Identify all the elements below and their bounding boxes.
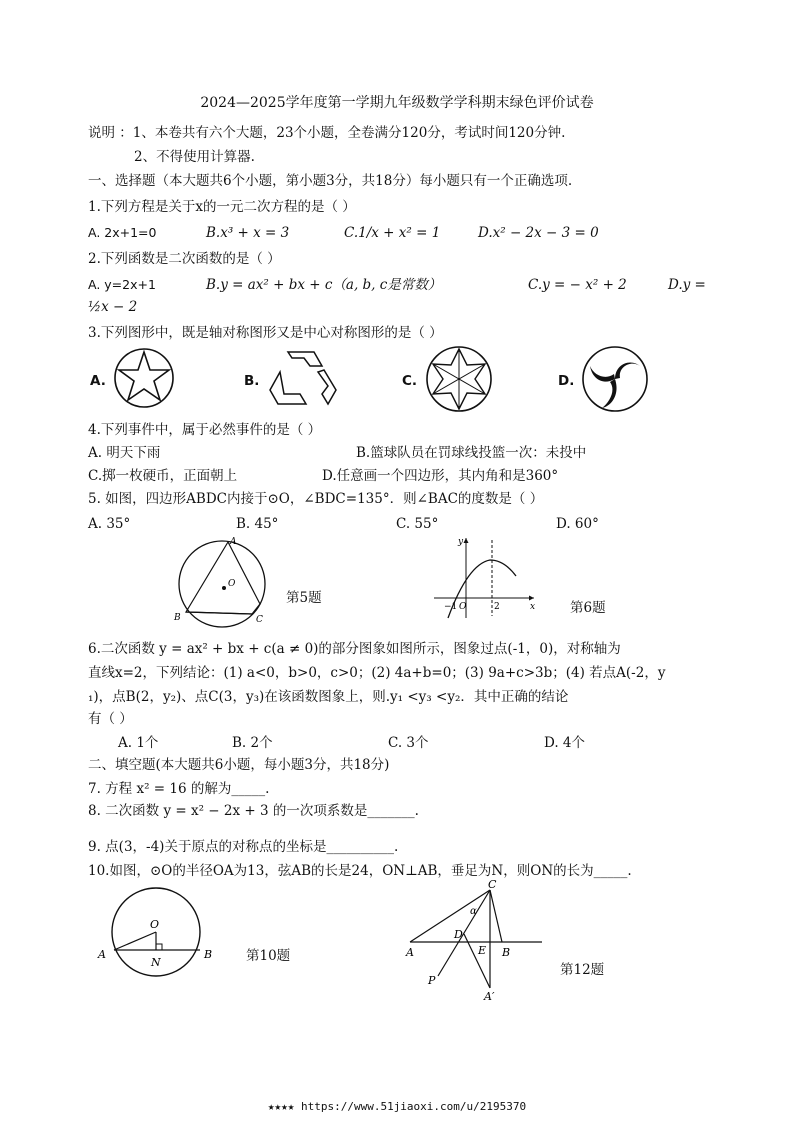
note-2: 2、不得使用计算器. — [134, 149, 255, 165]
q1-option-b: B.x³ + x = 3 — [206, 225, 290, 241]
q2-option-d: D.y = — [668, 277, 706, 293]
fig10-label-o: O — [150, 918, 160, 931]
q1-option-c: C.1/x + x² = 1 — [344, 225, 441, 241]
q2-option-a: A. y=2x+1 — [88, 277, 156, 292]
q2-option-b: B.y = ax² + bx + c（a, b, c是常数） — [206, 277, 442, 293]
q1-stem: 1.下列方程是关于x的一元二次方程的是（ ） — [88, 199, 356, 215]
q1-option-a: A. 2x+1=0 — [88, 225, 157, 240]
q6-figure — [430, 534, 540, 620]
q2-option-c: C.y = − x² + 2 — [528, 277, 627, 293]
q3-label-a: A. — [90, 373, 106, 389]
q6-label-o: O — [459, 602, 467, 612]
q5-label-o: O — [228, 579, 236, 589]
q4-stem: 4.下列事件中，属于必然事件的是（ ） — [88, 422, 322, 438]
q4-option-c: C.掷一枚硬币，正面朝上 — [88, 468, 238, 484]
q6-line-2: 直线x=2，下列结论：(1) a<0，b>0，c>0；(2) 4a+b=0；(3) 9a+c>3b；(4) 若点A(-2，y — [88, 665, 666, 681]
q3-figure-d — [580, 344, 650, 414]
exam-title: 2024—2025学年度第一学期九年级数学学科期末绿色评价试卷 — [200, 95, 594, 111]
q6-label-y: y — [458, 537, 464, 547]
q5-label-c: C — [256, 615, 263, 625]
q5-figure — [168, 534, 278, 628]
q10: 10.如图，⊙O的半径OA为13，弦AB的长是24，ON⊥AB，垂足为N，则ON的长为_____. — [88, 863, 632, 879]
section-1-heading: 一、选择题（本大题共6个小题，第小题3分，共18分）每小题只有一个正确选项. — [88, 173, 573, 189]
q3-label-c: C. — [402, 373, 418, 389]
q6-option-d: D. 4个 — [544, 735, 586, 751]
fig12-label-a: A — [406, 946, 414, 959]
q6-label-minus1: −1 — [444, 602, 458, 612]
fig12-label-e: E — [478, 944, 487, 957]
fig10-label-n: N — [151, 956, 161, 969]
q6-option-c: C. 3个 — [388, 735, 429, 751]
fig12-label-a-prime: A′ — [484, 990, 495, 1003]
q6-figure-caption: 第6题 — [570, 600, 606, 616]
fig12-label-b: B — [502, 946, 511, 959]
q3-figure-a — [112, 346, 176, 410]
q6-label-x: x — [530, 602, 536, 612]
q5-label-a: A — [230, 537, 237, 547]
q2-stem: 2.下列函数是二次函数的是（ ） — [88, 251, 281, 267]
q5-option-b: B. 45° — [236, 516, 279, 532]
section-2-heading: 二、填空题(本大题共6小题，每小题3分，共18分) — [88, 757, 390, 773]
q6-line-1: 6.二次函数 y = ax² + bx + c(a ≠ 0)的部分图象如图所示，图象过点(-1，0)，对称轴为 — [88, 641, 621, 657]
q4-option-d: D.任意画一个四边形，其内角和是360° — [322, 468, 559, 484]
fig10-label-b: B — [204, 948, 213, 961]
fig10 — [96, 886, 222, 980]
q6-line-4: 有（ ） — [88, 711, 133, 727]
q5-option-a: A. 35° — [88, 516, 131, 532]
q5-option-d: D. 60° — [556, 516, 599, 532]
fig12-label-d: D — [454, 928, 463, 941]
q5-figure-caption: 第5题 — [286, 590, 322, 606]
q3-label-b: B. — [244, 373, 260, 389]
note-1: 说明 ：1、本卷共有六个大题，23个小题，全卷满分120分，考试时间120分钟. — [88, 125, 566, 141]
q5-option-c: C. 55° — [396, 516, 439, 532]
fig12-label-c: C — [488, 880, 497, 891]
q1-option-d: D.x² − 2x − 3 = 0 — [478, 225, 599, 241]
footer-watermark-url: ★★★★ https://www.51jiaoxi.com/u/2195370 — [267, 1100, 527, 1113]
q7: 7. 方程 x² = 16 的解为_____. — [88, 781, 270, 797]
q3-figure-c — [424, 344, 494, 414]
fig12-label-p: P — [428, 974, 436, 987]
q3-label-d: D. — [558, 373, 575, 389]
q6-label-2: 2 — [494, 602, 500, 612]
fig12 — [398, 880, 546, 1004]
fig12-caption: 第12题 — [560, 962, 605, 978]
fig12-label-alpha: α — [470, 906, 477, 917]
q9: 9. 点(3，-4)关于原点的对称点的坐标是__________. — [88, 839, 399, 855]
q8: 8. 二次函数 y = x² − 2x + 3 的一次项系数是_______. — [88, 803, 419, 819]
fig10-caption: 第10题 — [246, 948, 291, 964]
fig10-label-a: A — [98, 948, 106, 961]
q3-figure-b — [266, 346, 338, 410]
q6-line-3: ₁)，点B(2，y₂)、点C(3，y₃)在该函数图象上，则.y₁ <y₃ <y₂．其中正确的结论 — [88, 689, 569, 705]
q2-option-d-cont: ½x − 2 — [88, 299, 138, 315]
q5-label-b: B — [174, 613, 181, 623]
q6-option-b: B. 2个 — [232, 735, 273, 751]
q4-option-b: B.篮球队员在罚球线投篮一次：未投中 — [356, 445, 587, 461]
q5-stem: 5. 如图，四边形ABDC内接于⊙O，∠BDC=135°．则∠BAC的度数是（ ） — [88, 491, 544, 507]
q4-option-a: A. 明天下雨 — [88, 445, 161, 461]
q3-stem: 3.下列图形中，既是轴对称图形又是中心对称图形的是（ ） — [88, 325, 443, 341]
q6-option-a: A. 1个 — [118, 735, 159, 751]
